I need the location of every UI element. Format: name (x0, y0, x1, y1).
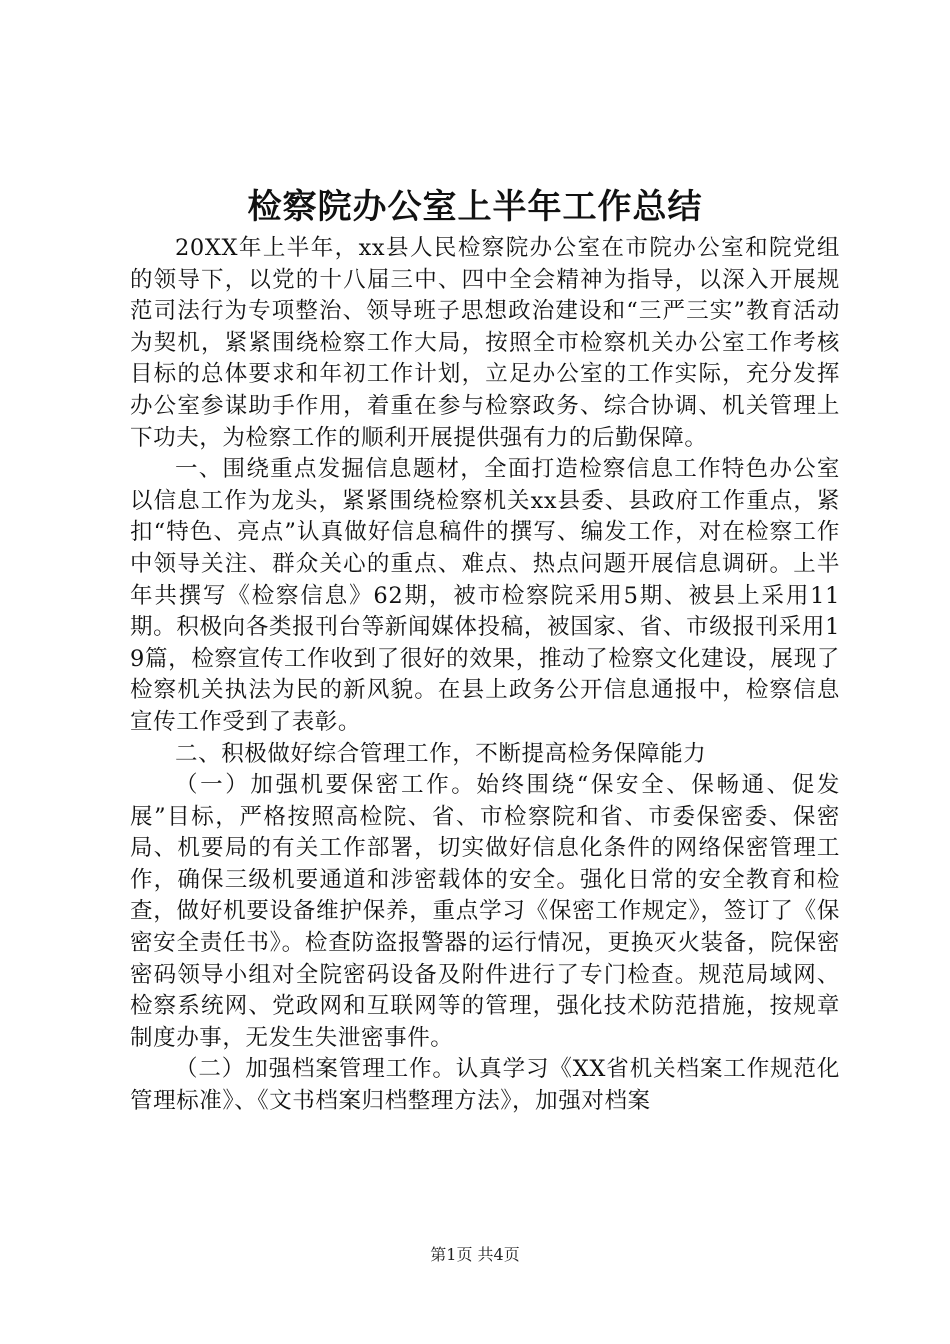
paragraph-intro: 20XX年上半年，xx县人民检察院办公室在市院办公室和院党组的领导下，以党的十八届三中、四中全会精神为指导，以深入开展规范司法行为专项整治、领导班子思想政治建设和“三严三实”教育活动为契机，紧紧围绕检察工作大局，按照全市检察机关办公室工作考核目标的总体要求和年初工作计划，立足办公室的工作实际，充分发挥办公室参谋助手作用，着重在参与检察政务、综合协调、机关管理上下功夫，为检察工作的顺利开展提供强有力的后勤保障。 (130, 235, 840, 451)
paragraph-section-1: 一、围绕重点发掘信息题材，全面打造检察信息工作特色办公室以信息工作为龙头，紧紧围绕检察机关xx县委、县政府工作重点，紧扣“特色、亮点”认真做好信息稿件的撰写、编发工作，对在检察工作中领导关注、群众关心的重点、难点、热点问题开展信息调研。上半年共撰写《检察信息》62期，被市检察院采用5期、被县上采用11期。积极向各类报刊台等新闻媒体投稿，被国家、省、市级报刊采用19篇，检察宣传工作收到了很好的效果，推动了检察文化建设，展现了检察机关执法为民的新风貌。在县上政务公开信息通报中，检察信息宣传工作受到了表彰。 (130, 456, 840, 735)
paragraph-section-2-heading: 二、积极做好综合管理工作，不断提高检务保障能力 (175, 740, 707, 767)
paragraph-subsection-2: （二）加强档案管理工作。认真学习《XX省机关档案工作规范化管理标准》、《文书档案归档整理方法》，加强对档案 (130, 1056, 840, 1115)
document-title: 检察院办公室上半年工作总结 (247, 187, 703, 227)
page-footer: 第1页 共4页 (430, 1245, 520, 1264)
document-body (130, 233, 840, 1118)
paragraph-subsection-1: （一）加强机要保密工作。始终围绕“保安全、保畅通、促发展”目标，严格按照高检院、省、市检察院和省、市委保密委、保密局、机要局的有关工作部署，切实做好信息化条件的网络保密管理工作，确保三级机要通道和涉密载体的安全。强化日常的安全教育和检查，做好机要设备维护保养，重点学习《保密工作规定》，签订了《保密安全责任书》。检查防盗报警器的运行情况，更换灭火装备，院保密密码领导小组对全院密码设备及附件进行了专门检查。规范局域网、检察系统网、党政网和互联网等的管理，强化技术防范措施，按规章制度办事，无发生失泄密事件。 (130, 772, 840, 1051)
